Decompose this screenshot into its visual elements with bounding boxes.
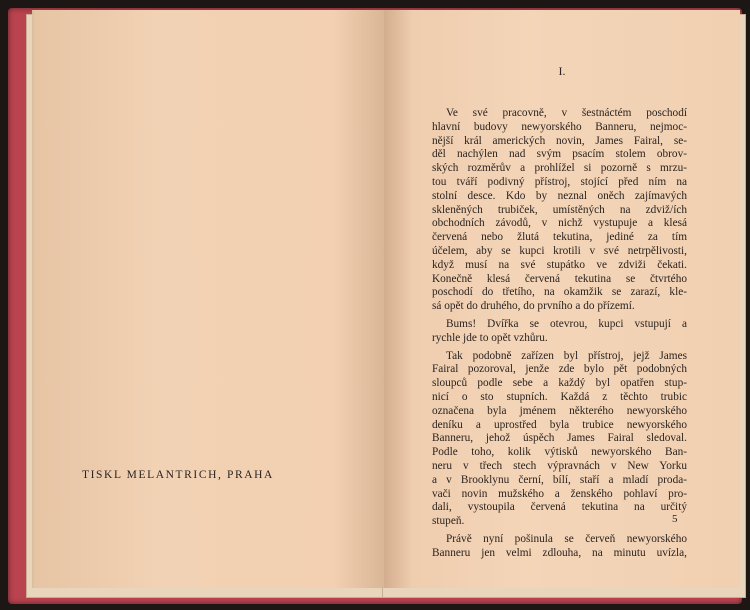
text-line: ských rozměrův a prohlížel si pozorně s mrzu- [432,162,687,175]
left-page [32,10,386,588]
text-line: Bums! Dvířka se otevrou, kupci vstupují a [446,317,687,330]
text-line: stupeň. [432,515,465,528]
text-line: sá opět do druhého, do prvního a do přízemí. [432,300,635,313]
text-line: a v Brooklynu černí, bílí, staří a mladí proda- [432,473,687,486]
text-line: tou tváří podivný přístroj, stojící před ním na [432,175,687,188]
text-line: Tak podobně zařízen byl přístroj, jejž James [446,349,687,362]
text-line: účelem, aby se kupci krotili v své netrpělivosti, [432,244,687,257]
text-line: skleněných trubiček, umístěných na zdviž/ích [432,203,687,216]
text-line: dali, vystoupila červená tekutina na určitý [432,501,687,514]
paragraph [432,107,687,314]
text-line: nější král amerických novin, James Fairal, se- [432,134,687,147]
text-line: když musí na své stupátko ve zdviži čekati. [432,258,687,271]
text-line: stolní desce. Kdo by neznal oněch zajímavých [432,189,687,202]
text-line: nicí o sto stupních. Každá z těchto trubic [432,390,687,403]
printer-note: TISKL MELANTRICH, PRAHA [82,469,274,481]
text-line: hlavní budovy newyorského Banneru, nejmoc- [432,120,687,133]
paragraph [432,318,687,346]
paragraph [432,533,687,561]
text-line: červená nebo žlutá tekutina, jediné za tím [432,231,687,244]
text-line: Konečně klesá červená tekutina se čtvrtého [432,272,687,285]
text-line: sloupců podle sebe a každý byl opatřen stup- [432,377,687,390]
text-line: neru v třech stech výpravnách v New Yorku [432,459,687,472]
paragraph [432,350,687,529]
text-line: Právě nyní pošinula se červeň newyorského [446,532,687,545]
text-line: Fairal pozoroval, jenže zde bylo pět podobných [432,363,687,376]
text-line: Banneru, jehož úspěch James Fairal sledoval. [432,432,687,445]
text-line: Ve své pracovně, v šestnáctém poschodí [446,107,687,119]
body-text [432,107,687,565]
text-line: označena byla jménem některého newyorského [432,404,687,417]
text-line: Banneru jen velmi zdlouha, na minutu uvízla, [432,546,687,559]
text-line: obchodních závodů, v nichž vystupuje a klesá [432,217,687,230]
text-line: poschodí do třetího, na okamžik se zarazí, kle- [432,286,687,299]
text-line: Podle toho, kolik výtisků newyorského Ban- [432,446,687,459]
text-line: deníku a uprostřed byla trubice newyorského [432,418,687,431]
text-line: rychle jde to opět vzhůru. [432,331,548,344]
page-number: 5 [672,513,678,525]
text-line: děl nachýlen nad svým psacím stolem obrov- [432,148,687,161]
text-line: vači novin mužského a ženského pohlaví pro- [432,487,687,500]
chapter-number: I. [558,64,566,78]
